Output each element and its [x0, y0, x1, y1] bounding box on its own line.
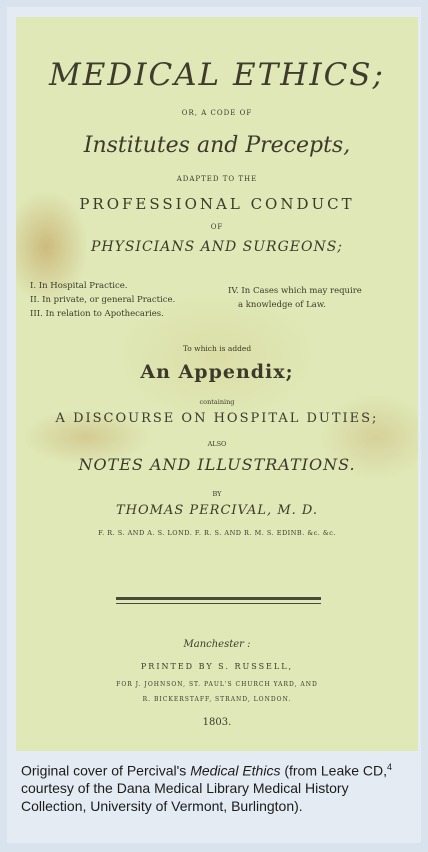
- figure-frame: [7, 7, 421, 843]
- list-item: a knowledge of Law.: [238, 300, 326, 310]
- publisher-line-2: R. BICKERSTAFF, STRAND, LONDON.: [142, 696, 292, 703]
- appendix-heading: An Appendix;: [140, 361, 294, 383]
- physicians-line: PHYSICIANS AND SURGEONS;: [90, 239, 344, 255]
- discourse-line: A DISCOURSE ON HOSPITAL DUTIES;: [55, 411, 379, 426]
- list-item: IV. In Cases which may require: [228, 286, 362, 296]
- institutes-line: Institutes and Precepts,: [83, 133, 351, 158]
- by-line: BY: [212, 490, 222, 498]
- containing-line: containing: [199, 398, 235, 406]
- caption-book-title: Medical Ethics: [190, 762, 281, 779]
- contents-list-right: [228, 284, 362, 312]
- list-item: II. In private, or general Practice.: [30, 295, 176, 305]
- figure-caption: [21, 759, 417, 815]
- professional-conduct-line: PROFESSIONAL CONDUCT: [79, 195, 355, 213]
- also-line: ALSO: [207, 440, 227, 448]
- cover-title: MEDICAL ETHICS;: [48, 57, 385, 93]
- book-cover: [16, 17, 418, 751]
- author-credentials: F. R. S. AND A. S. LOND. F. R. S. AND R. M. S. EDINB. &c. &c.: [98, 529, 336, 537]
- publication-year: 1803.: [202, 717, 232, 728]
- footnote-marker: 4: [387, 762, 393, 772]
- adapted-line: ADAPTED TO THE: [176, 175, 258, 183]
- list-item: III. In relation to Apothecaries.: [30, 309, 164, 319]
- caption-text: Original cover of Percival's: [21, 762, 191, 779]
- printer-line: PRINTED BY S. RUSSELL,: [140, 662, 294, 671]
- publisher-line: FOR J. JOHNSON, ST. PAUL'S CHURCH YARD, AND: [116, 681, 318, 688]
- of-line: OF: [210, 223, 224, 231]
- notes-line: NOTES AND ILLUSTRATIONS.: [78, 455, 356, 474]
- list-item: I. In Hospital Practice.: [30, 281, 128, 291]
- caption-text: courtesy of the Dana Medical Library Medical History Collection, University of Vermont, Burlington).: [21, 780, 349, 814]
- or-line: OR, A CODE OF: [181, 109, 253, 117]
- author-name: THOMAS PERCIVAL, M. D.: [116, 503, 318, 518]
- caption-text: (from Leake CD,: [280, 762, 388, 779]
- divider-rule: [116, 597, 321, 604]
- contents-list-left: [30, 279, 175, 321]
- publication-place: Manchester :: [183, 639, 251, 650]
- to-which-added: To which is added: [182, 344, 252, 353]
